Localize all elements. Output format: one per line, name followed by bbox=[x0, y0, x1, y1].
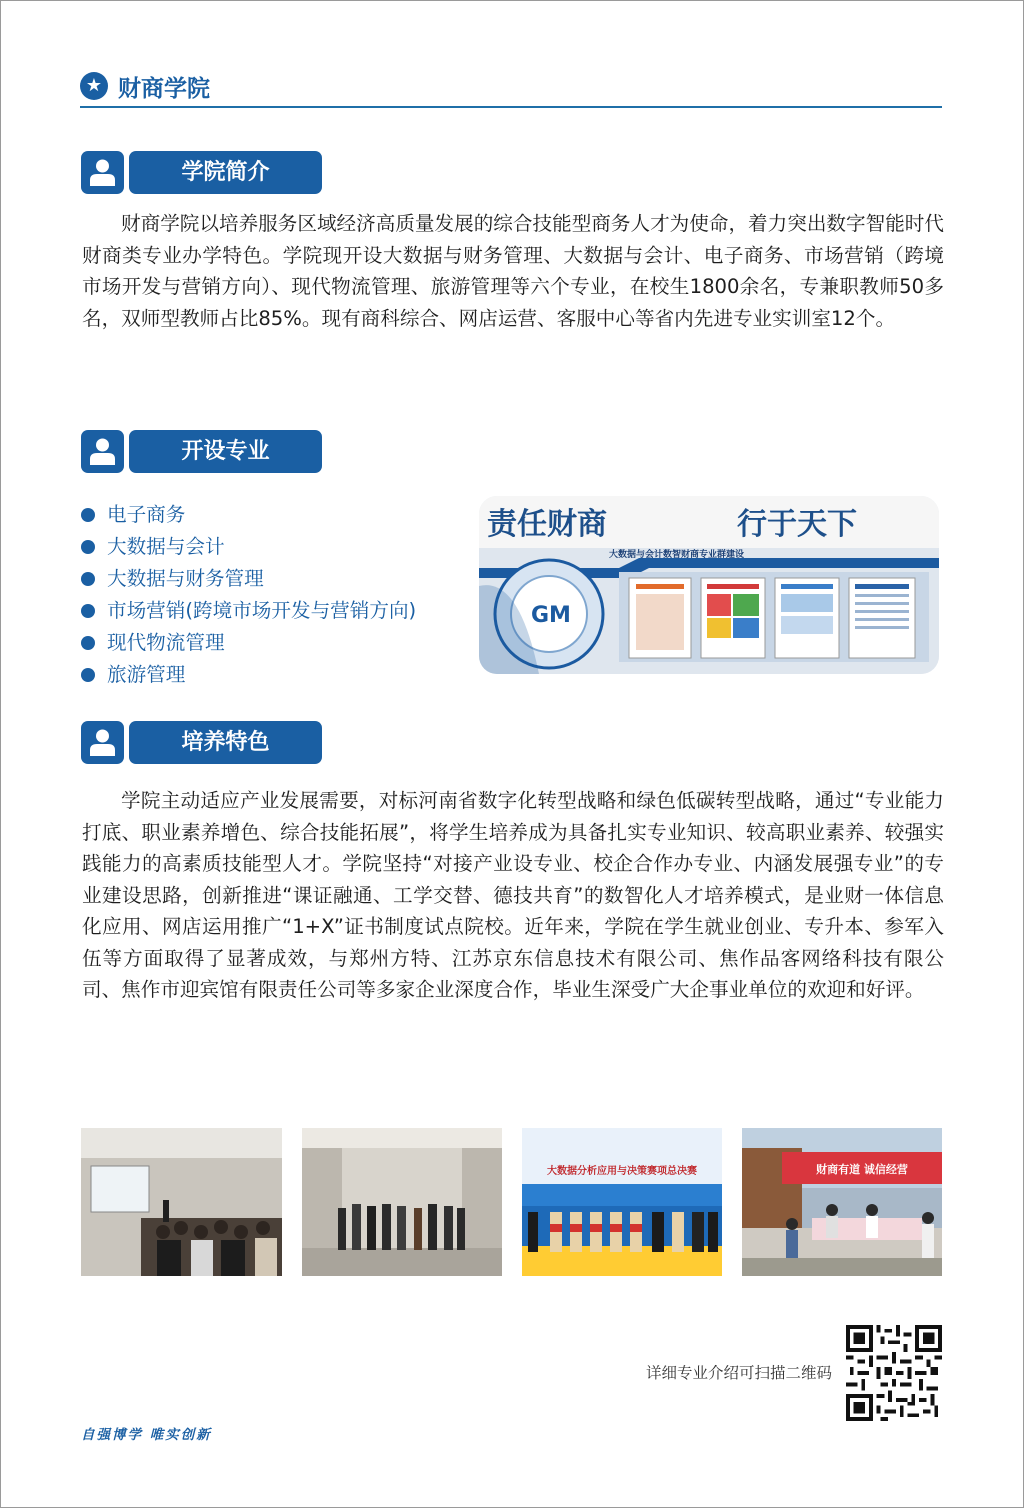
bullet-icon bbox=[81, 636, 95, 650]
gallery-photo-award bbox=[522, 1128, 722, 1276]
person-icon bbox=[81, 430, 124, 473]
section-title: 学院简介 bbox=[129, 151, 322, 194]
bullet-icon bbox=[81, 508, 95, 522]
qr-code[interactable] bbox=[845, 1325, 943, 1421]
gallery-photo-market bbox=[742, 1128, 942, 1276]
qr-caption: 详细专业介绍可扫描二维码 bbox=[645, 1364, 832, 1382]
competition-banner-text: 大数据分析应用与决策赛项总决赛 bbox=[547, 1166, 697, 1177]
majors-list bbox=[81, 499, 416, 691]
bullet-icon bbox=[81, 668, 95, 682]
bullet-icon bbox=[81, 572, 95, 586]
list-item: 现代物流管理 bbox=[81, 627, 416, 659]
gallery-photo-lecture bbox=[81, 1128, 282, 1276]
star-icon: ★ bbox=[80, 72, 108, 100]
list-item: 市场营销(跨境市场开发与营销方向) bbox=[81, 595, 416, 627]
department-wall-photo bbox=[479, 496, 939, 674]
person-icon bbox=[81, 151, 124, 194]
section-title: 培养特色 bbox=[129, 721, 322, 764]
list-item: 大数据与会计 bbox=[81, 531, 416, 563]
booth-banner-text: 财商有道 诚信经营 bbox=[816, 1163, 908, 1176]
page-title: 财商学院 bbox=[118, 76, 210, 102]
wall-banner: 大数据与会计数智财商专业群建设 bbox=[609, 550, 745, 560]
person-icon bbox=[81, 721, 124, 764]
page-header bbox=[80, 66, 942, 108]
bullet-icon bbox=[81, 604, 95, 618]
wall-slogan-left: 责任财商 bbox=[487, 507, 607, 542]
wall-slogan-right: 行于天下 bbox=[737, 507, 857, 542]
footer-slogan: 自强博学 唯实创新 bbox=[81, 1427, 212, 1443]
intro-paragraph: 财商学院以培养服务区域经济高质量发展的综合技能型商务人才为使命，着力突出数字智能时代财商类专业办学特色。学院现开设大数据与财务管理、大数据与会计、电子商务、市场营销（跨境市场开发与营销方向）、现代物流管理、旅游管理等六个专业，在校生1800余名，专兼职教师50多名，双师型教师占比85%。现有商科综合、网店运营、客服中心等省内先进专业实训室12个。 bbox=[82, 212, 944, 330]
list-item: 大数据与财务管理 bbox=[81, 563, 416, 595]
bullet-icon bbox=[81, 540, 95, 554]
section-title: 开设专业 bbox=[129, 430, 322, 473]
gallery-photo-group bbox=[302, 1128, 502, 1276]
wall-logo-text: GM bbox=[531, 603, 571, 628]
list-item: 电子商务 bbox=[81, 499, 416, 531]
list-item: 旅游管理 bbox=[81, 659, 416, 691]
features-paragraph: 学院主动适应产业发展需要，对标河南省数字化转型战略和绿色低碳转型战略，通过“专业能力打底、职业素养增色、综合技能拓展”，将学生培养成为具备扎实专业知识、较高职业素养、较强实践能力的高素质技能型人才。学院坚持“对接产业设专业、校企合作办专业、内涵发展强专业”的专业建设思路，创新推进“课证融通、工学交替、德技共育”的数智化人才培养模式，是业财一体信息化应用、网店运用推广“1+X”证书制度试点院校。近年来，学院在学生就业创业、专升本、参军入伍等方面取得了显著成效，与郑州方特、江苏京东信息技术有限公司、焦作品客网络科技有限公司、焦作市迎宾馆有限责任公司等多家企业深度合作，毕业生深受广大企事业单位的欢迎和好评。 bbox=[82, 789, 944, 1001]
